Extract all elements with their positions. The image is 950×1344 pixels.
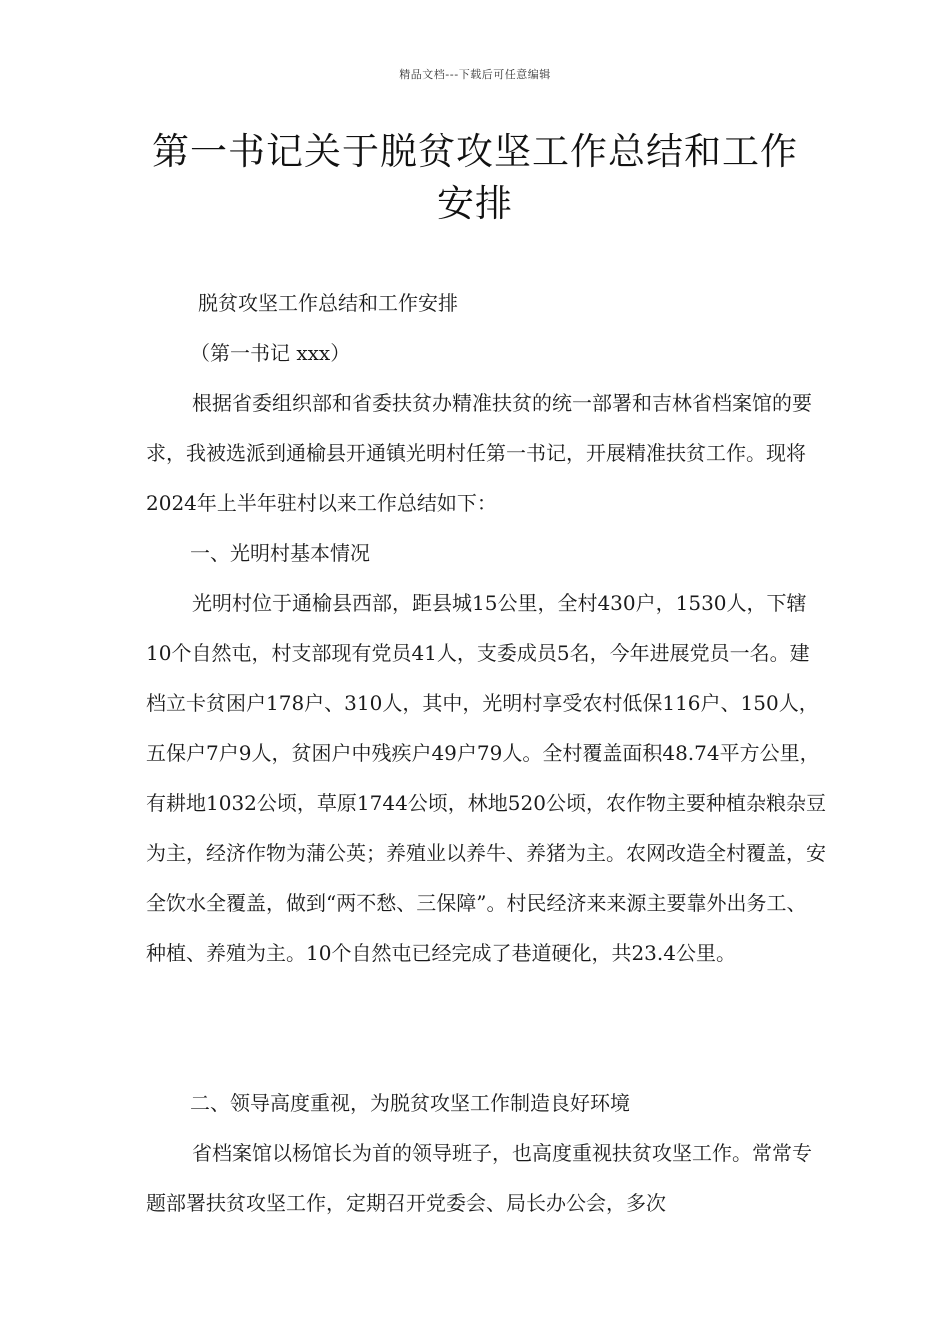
section-1-paragraph: 光明村位于通榆县西部，距县城15公里，全村430户，1530人，下辖10个自然屯，村支部现有党员41人，支委成员5名，今年进展党员一名。建档立卡贫困户178户、310人，其中，光明村享受农村低保116户、150人，五保户7户9人，贫困户中残疾户49户79人。全村覆盖面积48.74平方公里，有耕地1032公顷，草原1744公顷，林地520公顷，农作物主要种植杂粮杂豆为主，经济作物为蒲公英；养殖业以养牛、养猪为主。农网改造全村覆盖，安全饮水全覆盖，做到“两不愁、三保障”。村民经济来来源主要靠外出务工、种植、养殖为主。10个自然屯已经完成了巷道硬化，共23.4公里。 (146, 591, 826, 965)
header-note: 精品文档---下载后可任意编辑 (399, 68, 551, 81)
section-2-heading: 二、领导高度重视，为脱贫攻坚工作制造良好环境 (190, 1091, 630, 1115)
section-2-paragraph: 省档案馆以杨馆长为首的领导班子，也高度重视扶贫攻坚工作。常常专题部署扶贫攻坚工作，定期召开党委会、局长办公会，多次 (146, 1141, 812, 1215)
section-1-heading: 一、光明村基本情况 (190, 541, 370, 565)
author-line: （第一书记 xxx） (190, 341, 351, 365)
title-line-2: 安排 (437, 182, 513, 225)
document-title (110, 126, 840, 230)
document-subtitle: 脱贫攻坚工作总结和工作安排 (198, 291, 458, 315)
title-line-1: 第一书记关于脱贫攻坚工作总结和工作 (152, 130, 798, 173)
intro-paragraph: 根据省委组织部和省委扶贫办精准扶贫的统一部署和吉林省档案馆的要求，我被选派到通榆县开通镇光明村任第一书记，开展精准扶贫工作。现将2024年上半年驻村以来工作总结如下： (146, 391, 812, 515)
